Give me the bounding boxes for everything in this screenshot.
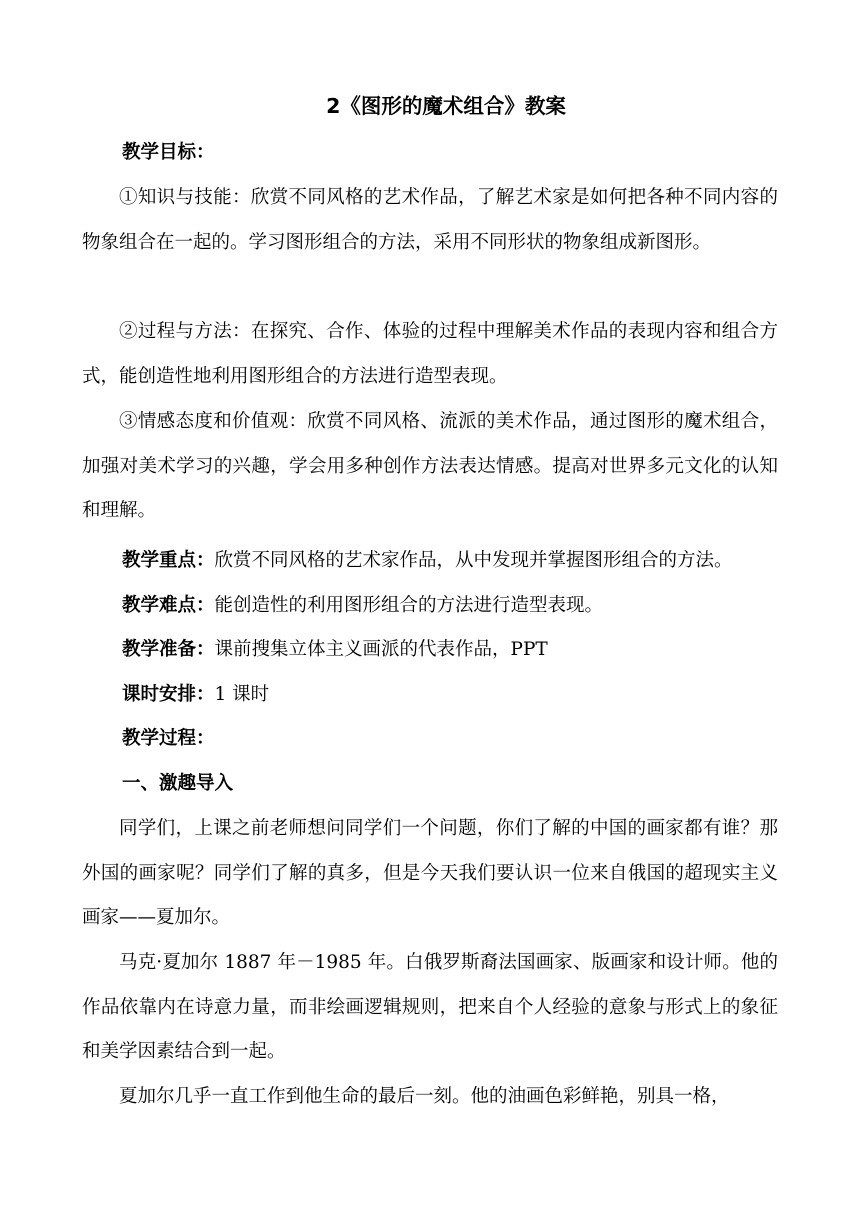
document-title: 2《图形的魔术组合》教案 bbox=[326, 94, 566, 118]
preparation-line bbox=[122, 628, 782, 673]
key-point-label: 教学重点： bbox=[122, 550, 215, 571]
preparation-text: 课前搜集立体主义画派的代表作品，PPT bbox=[214, 639, 548, 660]
goal-process-methods: ②过程与方法：在探究、合作、体验的过程中理解美术作品的表现内容和组合方式，能创造性地利用图形组合的方法进行造型表现。 bbox=[82, 321, 778, 387]
key-point-text: 欣赏不同风格的艺术家作品，从中发现并掌握图形组合的方法。 bbox=[214, 550, 733, 571]
goal-emotion-values: ③情感态度和价值观：欣赏不同风格、流派的美术作品，通过图形的魔术组合，加强对美术学习的兴趣，学会用多种创作方法表达情感。提高对世界多元文化的认知和理解。 bbox=[82, 411, 778, 521]
time-text: 1 课时 bbox=[214, 684, 270, 705]
chagall-bio-paragraph: 马克·夏加尔 1887 年－1985 年。白俄罗斯裔法国画家、版画家和设计师。他的作品依靠内在诗意力量，而非绘画逻辑规则，把来自个人经验的意象与形式上的象征和美学因素结合到一起。 bbox=[82, 952, 778, 1062]
section-heading-intro: 一、激趣导入 bbox=[122, 773, 234, 794]
goals-heading: 教学目标： bbox=[122, 142, 215, 163]
goal-knowledge-skills: ①知识与技能：欣赏不同风格的艺术作品，了解艺术家是如何把各种不同内容的物象组合在一起的。学习图形组合的方法，采用不同形状的物象组成新图形。 bbox=[82, 187, 778, 253]
difficulty-text: 能创造性的利用图形组合的方法进行造型表现。 bbox=[214, 595, 604, 616]
key-point-line bbox=[122, 539, 782, 584]
time-line bbox=[122, 673, 782, 718]
process-heading: 教学过程： bbox=[122, 728, 215, 749]
time-label: 课时安排： bbox=[122, 684, 215, 705]
preparation-label: 教学准备： bbox=[122, 639, 215, 660]
chagall-work-paragraph: 夏加尔几乎一直工作到他生命的最后一刻。他的油画色彩鲜艳，别具一格， bbox=[119, 1086, 730, 1107]
difficulty-label: 教学难点： bbox=[122, 595, 215, 616]
difficulty-line bbox=[122, 584, 782, 629]
intro-paragraph: 同学们，上课之前老师想问同学们一个问题，你们了解的中国的画家都有谁？那外国的画家呢？同学们了解的真多，但是今天我们要认识一位来自俄国的超现实主义画家——夏加尔。 bbox=[82, 818, 778, 928]
